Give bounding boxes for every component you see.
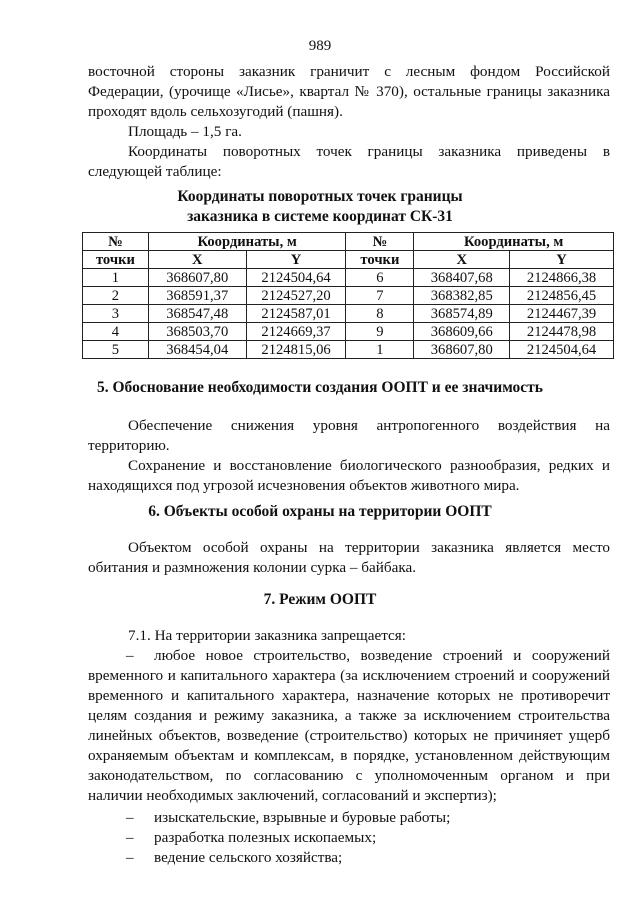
- x-header-left: X: [148, 251, 246, 269]
- point-number: 2: [83, 287, 149, 305]
- table-subheader-row: [83, 251, 614, 269]
- x-header-right: X: [414, 251, 510, 269]
- list-dash: –: [126, 647, 134, 664]
- section-6-p1-line-1: Объектом особой охраны на территории заказника является место: [128, 539, 610, 556]
- x-value: 368407,68: [414, 269, 510, 287]
- section-5-p1-line-1: Обеспечение снижения уровня антропогенного воздействия на: [128, 417, 610, 434]
- section-6-heading: 6. Объекты особой охраны на территории ООПТ: [148, 503, 492, 520]
- table-caption-line-1: Координаты поворотных точек границы: [177, 188, 463, 205]
- intro-line-2: Федерации, (урочище «Лисье», квартал № 370), остальные границы заказника: [88, 83, 610, 100]
- intro-line-1: восточной стороны заказник граничит с лесным фондом Российской: [88, 63, 610, 80]
- y-value: 2124467,39: [510, 305, 614, 323]
- coords-intro-line-1: Координаты поворотных точек границы заказника приведены в: [128, 143, 610, 160]
- list-item-1-line-8: наличии необходимых заключений, согласований и экспертиз);: [88, 787, 497, 804]
- coords-header-right: Координаты, м: [414, 233, 614, 251]
- x-value: 368503,70: [148, 323, 246, 341]
- section-7-heading: 7. Режим ООПТ: [263, 591, 377, 608]
- list-item-1-line-2: временного и капитального характера (за исключением строений и сооружений: [88, 667, 610, 684]
- x-value: 368547,48: [148, 305, 246, 323]
- section-5-p2-line-2: находящихся под угрозой исчезновения объектов животного мира.: [88, 477, 520, 494]
- list-item-text: разработка полезных ископаемых;: [154, 829, 377, 846]
- num-header-top-right: №: [346, 233, 414, 251]
- y-value: 2124856,45: [510, 287, 614, 305]
- x-value: 368454,04: [148, 341, 246, 359]
- y-value: 2124815,06: [246, 341, 346, 359]
- list-dash: –: [126, 849, 134, 866]
- coords-header-left: Координаты, м: [148, 233, 346, 251]
- list-dash: –: [126, 829, 134, 846]
- point-number: 8: [346, 305, 414, 323]
- list-item-text: изыскательские, взрывные и буровые работы;: [154, 809, 451, 826]
- num-header-bottom-left: точки: [83, 251, 149, 269]
- section-5-heading: 5. Обоснование необходимости создания ООПТ и ее значимость: [97, 379, 543, 396]
- list-item-1-line-7: законодательством, по согласованию с уполномоченным органом и при: [88, 767, 610, 784]
- point-number: 9: [346, 323, 414, 341]
- list-dash: –: [126, 809, 134, 826]
- table-row: [83, 341, 614, 359]
- y-value: 2124866,38: [510, 269, 614, 287]
- y-value: 2124587,01: [246, 305, 346, 323]
- table-row: [83, 287, 614, 305]
- point-number: 6: [346, 269, 414, 287]
- x-value: 368607,80: [148, 269, 246, 287]
- intro-line-3: проходят вдоль сельхозугодий (пашня).: [88, 103, 343, 120]
- num-header-bottom-right: точки: [346, 251, 414, 269]
- y-value: 2124527,20: [246, 287, 346, 305]
- table-caption-line-2: заказника в системе координат СК-31: [187, 208, 453, 225]
- point-number: 3: [83, 305, 149, 323]
- y-value: 2124669,37: [246, 323, 346, 341]
- section-7-intro: 7.1. На территории заказника запрещается:: [128, 627, 406, 644]
- num-header-top-left: №: [83, 233, 149, 251]
- coords-intro-line-2: следующей таблице:: [88, 163, 222, 180]
- list-item-1-line-4: целям создания и режиму заказника, а также за исключением строительства: [88, 707, 610, 724]
- list-item-text: ведение сельского хозяйства;: [154, 849, 343, 866]
- point-number: 7: [346, 287, 414, 305]
- area-text: Площадь – 1,5 га.: [128, 123, 242, 140]
- section-5-p1-line-2: территорию.: [88, 437, 170, 454]
- y-header-right: Y: [510, 251, 614, 269]
- x-value: 368591,37: [148, 287, 246, 305]
- table-row: [83, 305, 614, 323]
- table-row: [83, 323, 614, 341]
- point-number: 1: [83, 269, 149, 287]
- y-value: 2124504,64: [510, 341, 614, 359]
- section-5-p2-line-1: Сохранение и восстановление биологического разнообразия, редких и: [128, 457, 610, 474]
- y-header-left: Y: [246, 251, 346, 269]
- x-value: 368382,85: [414, 287, 510, 305]
- point-number: 4: [83, 323, 149, 341]
- list-item-1-line-5: линейных объектов, возведение (строительство) которых не причиняет ущерб: [88, 727, 610, 744]
- list-item-1-line-6: охраняемым объектам и комплексам, в порядке, установленном действующим: [88, 747, 610, 764]
- x-value: 368609,66: [414, 323, 510, 341]
- table-header-row: [83, 233, 614, 251]
- list-item-1-line-3: временного и капитального характера, назначение которых не противоречит: [88, 687, 610, 704]
- section-6-p1-line-2: обитания и размножения колонии сурка – байбака.: [88, 559, 417, 576]
- table-row: [83, 269, 614, 287]
- coordinates-table: [82, 232, 614, 359]
- point-number: 1: [346, 341, 414, 359]
- y-value: 2124478,98: [510, 323, 614, 341]
- x-value: 368574,89: [414, 305, 510, 323]
- page-number: 989: [308, 38, 332, 54]
- y-value: 2124504,64: [246, 269, 346, 287]
- x-value: 368607,80: [414, 341, 510, 359]
- point-number: 5: [83, 341, 149, 359]
- list-item-text: любое новое строительство, возведение строений и сооружений: [154, 647, 610, 664]
